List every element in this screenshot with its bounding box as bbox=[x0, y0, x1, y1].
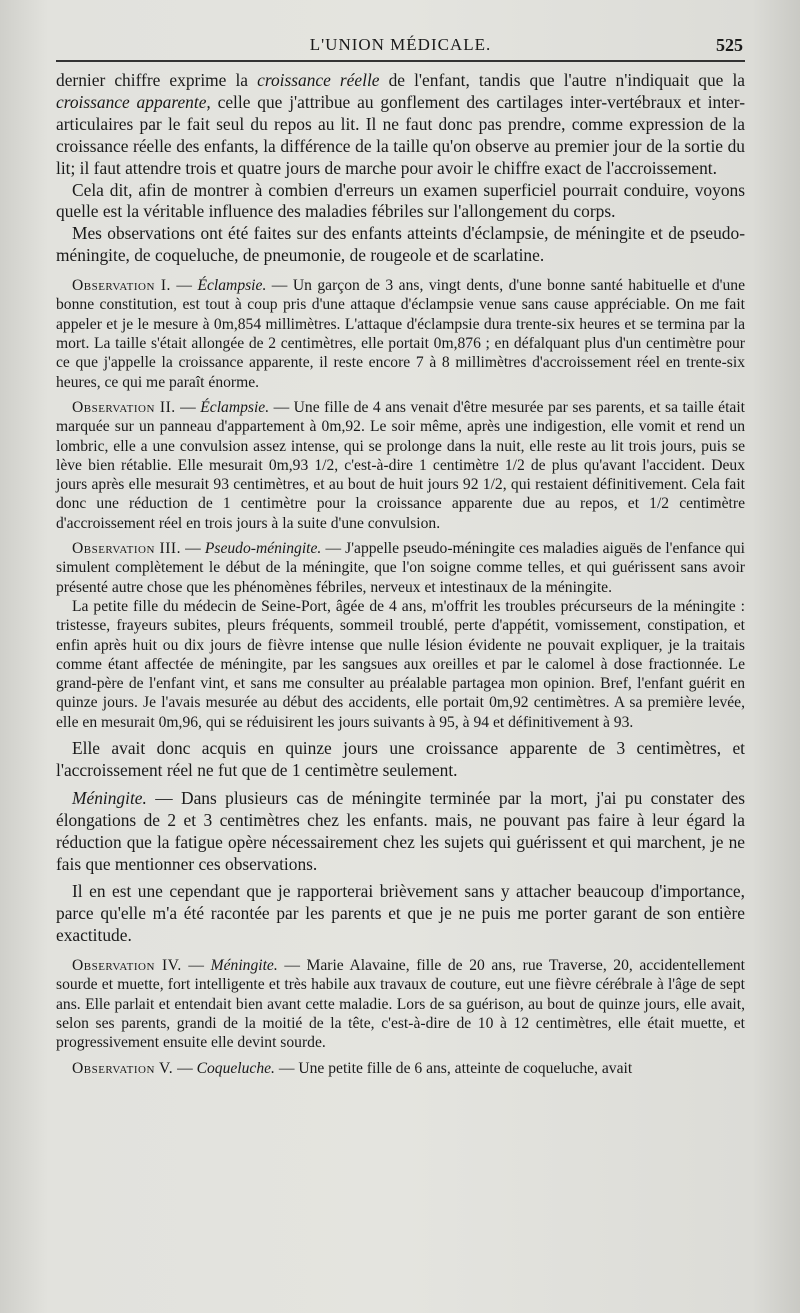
page-header bbox=[56, 30, 745, 62]
section-title-meningitis: Méningite. bbox=[72, 787, 147, 808]
page-number: 525 bbox=[716, 35, 743, 55]
dash: — bbox=[170, 277, 198, 295]
observation-text: — Un garçon de 3 ans, vingt dents, d'une bonne santé habituelle et d'une bonne constitution, est tout à coup pris d'une attaque d'éclampsie venue sans cause appréciable. On me fait appeler et je le mesure à 0m,854 millimètres. L'attaque d'éclampsie dura trente-six heures et se termina par la mort. La taille s'était allongée de 2 centimètres, elle portait 0m,876 ; en défalquant plus d'un centimètre pour ce que j'appelle la croissance apparente, il reste encore 7 à 8 millimètres d'accroissement réel en trente-six heures, ce qui me paraît énorme. bbox=[56, 277, 746, 391]
observation-heading: Observation IV. bbox=[72, 957, 182, 975]
paragraph-reported-case: Il en est une cependant que je rapporterai brièvement sans y attacher beaucoup d'importance, parce qu'elle m'a été racontée par les parents et que je ne puis me porter garant de son entière exactitude. bbox=[56, 881, 745, 946]
observation-text: — Marie Alavaine, fille de 20 ans, rue Traverse, 20, accidentellement sourde et muette, fort intelligente et très habile aux travaux de couture, eut une fièvre cérébrale à l'âge de sept ans. Elle parlait et entendait bien avant cette maladie. Lors de sa guérison, au bout de quinze jours, elle avait, selon ses parents, grandi de la moitié de la tête, c'est-à-dire de 10 à 12 centimètres, elle était muette, et progressivement ensuite elle devint sourde. bbox=[56, 957, 746, 1052]
observation-title: Coqueluche. bbox=[196, 1059, 275, 1077]
text-fragment: celle que j'attribue au gonflement des cartilages inter-vertébraux et inter-articulaires par le fait seul du repos au lit. Il ne faut donc pas prendre, comme expression de la croissance réelle des enfants, la différence de la taille qu'on observe au premier jour de la sortie du lit; il faut attendre trois et quatre jours de marche pour avoir le chiffre exact de l'accroissement. bbox=[56, 91, 745, 178]
text-fragment: de l'enfant, tandis que l'autre n'indiquait que la bbox=[379, 70, 745, 90]
dash: — bbox=[181, 957, 211, 975]
observation-text: — Une petite fille de 6 ans, atteinte de coqueluche, avait bbox=[274, 1059, 633, 1077]
observation-heading: Observation III. bbox=[72, 540, 182, 558]
paragraph-febrile-influence: Cela dit, afin de montrer à combien d'erreurs un examen superficiel pourrait conduire, voyons quelle est la véritable influence des maladies fébriles sur l'allongement du corps. bbox=[56, 179, 745, 222]
observation-title: Éclampsie. bbox=[197, 277, 267, 295]
observation-2 bbox=[56, 398, 745, 533]
observation-1 bbox=[56, 276, 745, 392]
observation-text: — Une fille de 4 ans venait d'être mesurée par ses parents, et sa taille était marquée sur un panneau d'appartement à 0m,92. Le soir même, après une indigestion, elle vomit et rend un lombric, elle a une convulsion assez intense, qui se prolonge dans la nuit, elle reste au lit trois jours, puis se lève bien rétablie. Elle mesurait 0m,93 1/2, c'est-à-dire 1 centimètre 1/2 de plus qu'avant l'accident. Deux jours après elle mesurait 93 centimètres, et au bout de huit jours 92 1/2, qui restaient définitivement. Cela fait donc une réduction de 1 centimètre pour la croissance apparente due au repos, et 1/2 centimètre d'accroissement réel en trois jours à la suite d'une convulsion. bbox=[56, 398, 745, 532]
emphasis-apparent-growth: croissance apparente, bbox=[56, 91, 211, 112]
observation-heading: Observation II. bbox=[72, 398, 176, 416]
observation-5 bbox=[56, 1059, 745, 1078]
paragraph-meningitis bbox=[56, 788, 745, 876]
dash: — bbox=[173, 1059, 197, 1077]
running-head: L'UNION MÉDICALE. bbox=[309, 35, 492, 54]
paragraph-apparent-growth-result: Elle avait donc acquis en quinze jours une croissance apparente de 3 centimètres, et l'accroissement réel ne fut que de 1 centimètre seulement. bbox=[56, 737, 745, 780]
observation-3-case: La petite fille du médecin de Seine-Port, âgée de 4 ans, m'offrit les troubles précurseurs de la méningite : tristesse, frayeurs subites, pleurs fréquents, sommeil troublé, perte d'appétit, vomissement, constipation, et enfin après huit ou dix jours de fièvre intense que nulle lésion évidente ne pouvait expliquer, je la traitais comme étant affectée de méningite, par les sangsues aux oreilles et par le calomel à dose fractionnée. Le grand-père de l'enfant vint, et sans me consulter au préalable partagea mon opinion. Bref, l'enfant guérit en quinze jours. Je l'avais mesurée au début des accidents, elle portait 0m,92 centimètres. A sa première levée, elle en mesurait 0m,96, qui se réduisirent les jours suivants à 95, à 94 et définitivement à 93. bbox=[56, 597, 745, 731]
dash: — bbox=[175, 398, 201, 416]
observation-title: Éclampsie. bbox=[200, 398, 270, 416]
observation-3 bbox=[56, 539, 745, 597]
paragraph-growth-definition bbox=[56, 70, 745, 180]
emphasis-real-growth: croissance réelle bbox=[257, 70, 380, 90]
paragraph-observations-intro: Mes observations ont été faites sur des enfants atteints d'éclampsie, de méningite et de pseudo-méningite, de coqueluche, de pneumonie, de rougeole et de scarlatine. bbox=[56, 223, 745, 266]
observation-heading: Observation V. bbox=[72, 1059, 174, 1077]
observation-4 bbox=[56, 956, 745, 1052]
text-fragment: dernier chiffre exprime la bbox=[56, 70, 258, 90]
dash: — bbox=[181, 540, 205, 558]
observation-title: Méningite. bbox=[210, 957, 278, 975]
observation-heading: Observation I. bbox=[72, 277, 171, 295]
observation-title: Pseudo-méningite. bbox=[204, 540, 322, 558]
text-fragment: — Dans plusieurs cas de méningite terminée par la mort, j'ai pu constater des élongations de 2 et 3 centimètres chez les enfants. mais, ne pouvant pas faire à leur égard la réduction que la fatigue opère nécessairement chez les sujets qui guérissent et qui marchent, je ne fais que mentionner ces observations. bbox=[56, 787, 745, 874]
observation-text: — J'appelle pseudo-méningite ces maladies aiguës de l'enfance qui simulent complètement le début de la méningite, que l'on soigne comme telles, et qui guérissent sans avoir présenté autre chose que les phénomènes fébriles, nerveux et intestinaux de la méningite. bbox=[56, 540, 746, 596]
